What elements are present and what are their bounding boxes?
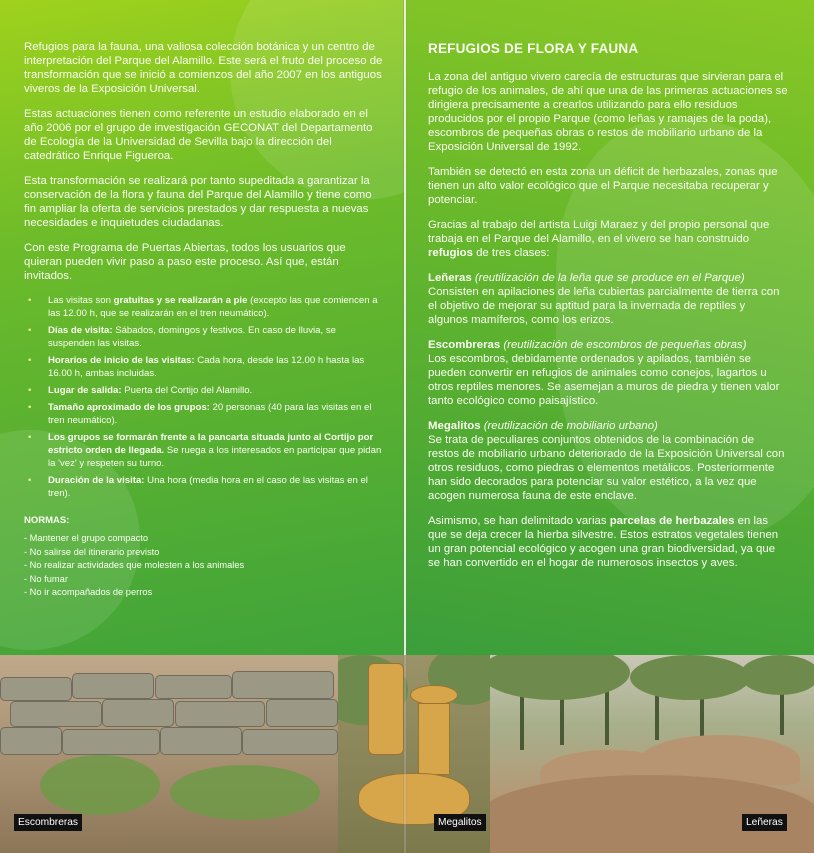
rules-heading: NORMAS: xyxy=(24,515,70,526)
visit-item-groups: • Los grupos se formarán frente a la pancarta situada junto al Cortijo por estricto orden de llegada. Se ruega a los interesados en participar que pidan la 'vez' y respeten su turno. xyxy=(28,432,382,469)
bullet-icon: • xyxy=(28,402,32,413)
visit-item-hours: • Horarios de inicio de las visitas: Cada hora, desde las 12.00 h hasta las 16.00 h, ambas incluidas. xyxy=(28,355,365,379)
intro-paragraph: Refugios para la fauna, una valiosa colección botánica y un centro de interpretación del Parque del Alamillo. Este será el fruto del proceso de transformación que se inició a comienzos del año 2007 en los antiguos viveros de la Exposición Universal. xyxy=(24,41,383,95)
stone-shape xyxy=(0,677,72,701)
visit-item-free: • Las visitas son gratuitas y se realizarán a pie (excepto las que comiencen a las 12.00 h, que se realizarán en el tren neumático). xyxy=(28,295,378,319)
herbazales-paragraph: También se detectó en esta zona un déficit de herbazales, zonas que tienen un alto valor ecológico que el Parque necesitaba recuperar y potenciar. xyxy=(428,166,778,206)
page-fold xyxy=(403,0,407,853)
rules-list xyxy=(24,532,384,600)
study-paragraph: Estas actuaciones tienen como referente un estudio elaborado en el año 2006 por el grupo de investigación GECONAT del Departamento de Ecología de la Universidad de Sevilla bajo la dirección del catedrático Enrique Figueroa. xyxy=(24,108,373,162)
plant-shape xyxy=(40,755,160,815)
refuge-leneras: Leñeras (reutilización de la leña que se produce en el Parque) Consisten en apilaciones de leña cubiertas parcialmente de tierra con el objetivo de mejorar su aptitud para la invernada de reptiles y algunos mamíferos, como los erizos. xyxy=(428,272,780,326)
right-text-column xyxy=(428,42,788,581)
sculpture-post xyxy=(368,663,404,755)
refuge-megalitos: Megalitos (reutilización de mobiliario urbano) Se trata de peculiares conjuntos obtenidos de la combinación de restos de mobiliario urbano deteriorado de la Exposición Universal con otros residuos, como piedras o elementos metálicos. Posteriormente han sido decorados para potenciar su valor estético, a la vez que acogen numerosa fauna de este enclave. xyxy=(428,420,785,502)
visit-item-group-size: • Tamaño aproximado de los grupos: 20 personas (40 para las visitas en el tren neumático). xyxy=(28,402,372,426)
rule-item: - Mantener el grupo compacto xyxy=(24,533,149,543)
rule-item: - No salirse del itinerario previsto xyxy=(24,546,160,557)
plant-shape xyxy=(170,765,320,820)
bullet-icon: • xyxy=(28,325,32,336)
visit-item-duration: • Duración de la visita: Una hora (media hora en el caso de las visitas en el tren). xyxy=(28,475,368,499)
stone-shape xyxy=(62,729,160,755)
stone-shape xyxy=(0,727,62,755)
left-panel xyxy=(0,0,404,655)
stone-shape xyxy=(10,701,102,727)
caption-megalitos: Megalitos xyxy=(434,814,486,831)
visit-item-start: • Lugar de salida: Puerta del Cortijo del Alamillo. xyxy=(28,385,253,396)
sculpture-column xyxy=(418,703,450,775)
photo-leneras xyxy=(490,655,814,853)
caption-escombreras: Escombreras xyxy=(14,814,82,831)
section-title: REFUGIOS DE FLORA Y FAUNA xyxy=(428,41,639,56)
bullet-icon: • xyxy=(28,295,32,306)
parcels-paragraph: Asimismo, se han delimitado varias parcelas de herbazales en las que se deja crecer la hierba silvestre. Estos estratos vegetales tienen un gran potencial ecológico y acogen una gran biodiversidad, ya que se han convertido en el hogar de numerosos insectos y aves. xyxy=(428,515,779,569)
stone-shape xyxy=(160,727,242,755)
tree-canopy xyxy=(490,655,630,700)
stone-shape xyxy=(175,701,265,727)
stone-shape xyxy=(232,671,334,699)
rule-item: - No realizar actividades que molesten a los animales xyxy=(24,560,245,570)
rule-item: - No ir acompañados de perros xyxy=(24,587,153,597)
tree-canopy xyxy=(630,655,750,700)
photo-escombreras xyxy=(0,655,338,853)
stone-shape xyxy=(102,699,174,727)
left-text-column xyxy=(24,40,384,600)
vivero-paragraph: La zona del antiguo vivero carecía de estructuras que sirvieran para el refugio de los animales, de ahí que una de las primeras actuaciones se dirigiera precisamente a crearlos utilizando para ello residuos producidos por el propio Parque (como leñas y ramajes de la poda), escombros de pequeñas obras o restos de mobiliario urbano de la Exposición Universal de 1992. xyxy=(428,71,788,153)
open-doors-paragraph: Con este Programa de Puertas Abiertas, todos los usuarios que quieran pueden vivir paso a paso este proceso. Así que, están invitados. xyxy=(24,242,346,282)
photo-megalitos xyxy=(338,655,490,853)
bullet-icon: • xyxy=(28,432,32,443)
stone-shape xyxy=(155,675,232,699)
visit-info-list xyxy=(24,294,384,500)
right-panel xyxy=(406,0,814,655)
rule-item: - No fumar xyxy=(24,573,68,584)
transformation-paragraph: Esta transformación se realizará por tanto supeditada a garantizar la conservación de la flora y fauna del Parque del Alamillo y tiene como fin ampliar la oferta de servicios prestados y dar respuesta a nuevas necesidades e inquietudes ciudadanas. xyxy=(24,175,372,229)
stone-shape xyxy=(242,729,338,755)
tree-canopy xyxy=(740,655,814,695)
refuge-escombreras: Escombreras (reutilización de escombros de pequeñas obras) Los escombros, debidamente ordenados y apilados, también se pueden convertir en refugios de animales como conejos, lagartos u otros reptiles menores. Se asemejan a muros de piedra y tienen valor tanto ecológico como paisajístico. xyxy=(428,339,780,407)
sculpture-dish xyxy=(410,685,458,705)
visit-item-days: • Días de visita: Sábados, domingos y festivos. En caso de lluvia, se suspenden las visitas. xyxy=(28,325,336,349)
bullet-icon: • xyxy=(28,355,32,366)
refuges-intro-paragraph: Gracias al trabajo del artista Luigi Maraez y del propio personal que trabaja en el Parque del Alamillo, en el vivero se han construido refugios de tres clases: xyxy=(428,219,770,259)
caption-leneras: Leñeras xyxy=(742,814,787,831)
stone-shape xyxy=(266,699,338,727)
bullet-icon: • xyxy=(28,385,32,396)
stone-shape xyxy=(72,673,154,699)
bullet-icon: • xyxy=(28,475,32,486)
